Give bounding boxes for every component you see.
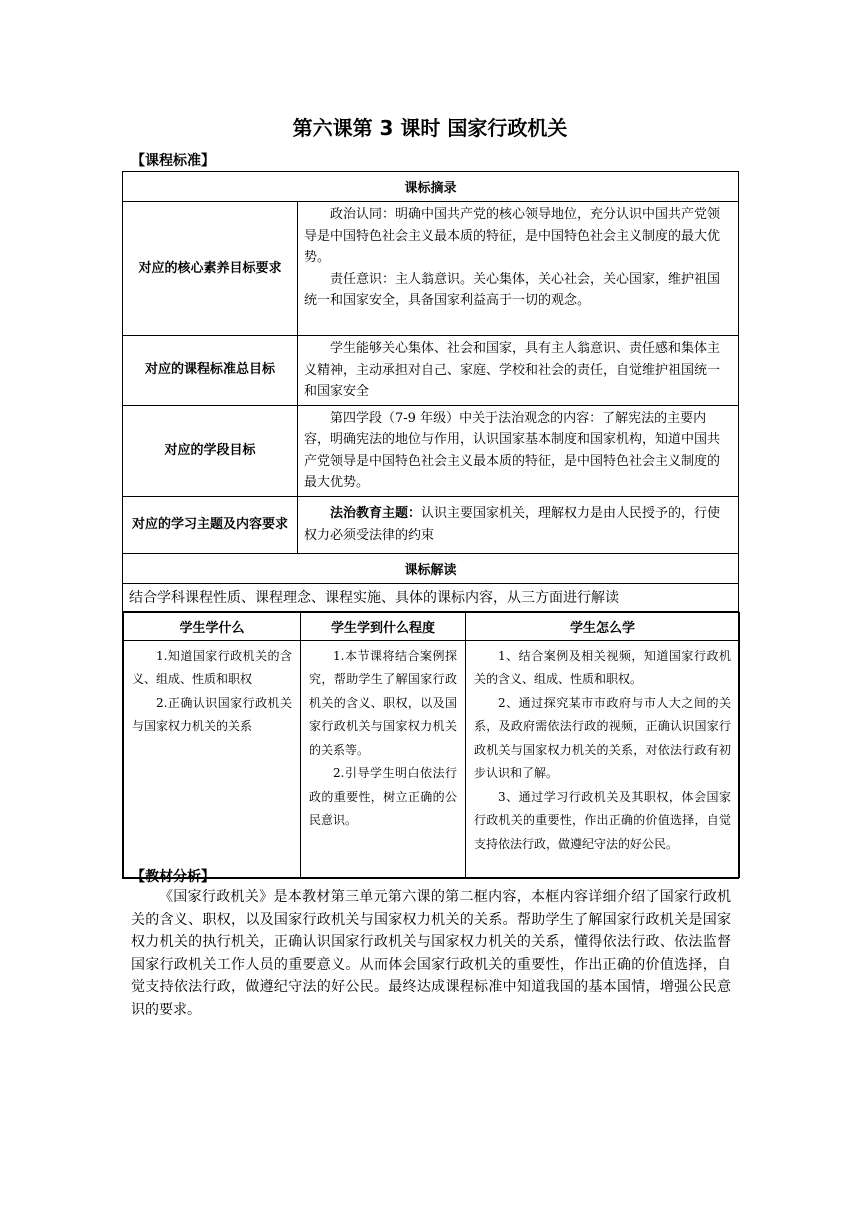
theme-text: 认识主要国家机关，理解权力是由人民授予的，行使权力必须受法律的约束 [304,506,721,543]
three-column-table [123,612,740,878]
row-content-general-goal [298,336,739,406]
section-heading-curriculum-standard: 【课程标准】 [131,153,215,169]
list-item: 1.本节课将结合案例探究，帮助学生了解国家行政机关的含义、职权，以及国家行政机关与国家权力机关的关系等。 [309,648,457,757]
column-content-what [124,640,301,877]
paragraph: 第四学段（7-9 年级）中关于法治观念的内容：了解宪法的主要内容，明确宪法的地位与作用，认识国家基本制度和国家机构，知道中国共产党领导是中国特色社会主义最本质的特征，是中国特色社会主义制度的最大优势。 [304,410,721,490]
list-item: 2.正确认识国家行政机关与国家权力机关的关系 [132,695,292,733]
interpretation-header: 课标解读 [123,553,739,583]
curriculum-standard-table [122,171,739,879]
column-header-what: 学生学什么 [124,612,301,640]
list-item: 1.知道国家行政机关的含义、组成、性质和职权 [132,648,292,686]
analysis-paragraph: 《国家行政机关》是本教材第三单元第六课的第二框内容，本框内容详细介绍了国家行政机关的含义、职权，以及国家行政机关与国家权力机关的关系。帮助学生了解国家行政机关是国家权力机关的执行机关，正确认识国家行政机关与国家权力机关的关系，懂得依法行政、依法监督国家行政机关工作人员的重要意义。从而体会国家行政机关的重要性，作出正确的价值选择，自觉支持依法行政，做遵纪守法的好公民。最终达成课程标准中知道我国的基本国情，增强公民意识的要求。 [131,889,731,1018]
paragraph: 责任意识：主人翁意识。关心集体，关心社会，关心国家，维护祖国统一和国家安全，具备国家利益高于一切的观念。 [304,271,721,308]
list-item: 3、通过学习行政机关及其职权，体会国家行政机关的重要性，作出正确的价值选择，自觉支持依法行政，做遵纪守法的好公民。 [474,789,731,851]
three-column-section [123,611,739,878]
list-item: 1、结合案例及相关视频，知道国家行政机关的含义、组成、性质和职权。 [474,648,731,686]
theme-lead: 法治教育主题： [330,506,422,521]
page-title: 第六课第 3 课时 国家行政机关 [292,116,568,140]
row-label-core-literacy: 对应的核心素养目标要求 [123,202,298,336]
row-label-stage-goal: 对应的学段目标 [123,405,298,496]
textbook-analysis-body [131,886,731,1021]
section-heading-textbook-analysis: 【教材分析】 [131,869,215,885]
row-content-learning-theme [298,496,739,553]
list-item: 2、通过探究某市市政府与市人大之间的关系，及政府需依法行政的视频，正确认识国家行政机关与国家权力机关的关系，对依法行政有初步认识和了解。 [474,695,731,780]
list-item: 2.引导学生明白依法行政的重要性，树立正确的公民意识。 [309,766,457,827]
row-label-general-goal: 对应的课程标准总目标 [123,336,298,406]
row-label-learning-theme: 对应的学习主题及内容要求 [123,496,298,553]
paragraph: 学生能够关心集体、社会和国家，具有主人翁意识、责任感和集体主义精神，主动承担对自己、家庭、学校和社会的责任，自觉维护祖国统一和国家安全 [304,341,721,399]
interpretation-text: 结合学科课程性质、课程理念、课程实施、具体的课标内容，从三方面进行解读 [123,583,739,611]
column-content-degree [301,640,466,877]
paragraph: 政治认同：明确中国共产党的核心领导地位，充分认识中国共产党领导是中国特色社会主义最本质的特征，是中国特色社会主义制度的最大优势。 [304,207,721,265]
row-content-stage-goal [298,405,739,496]
excerpt-header: 课标摘录 [123,172,739,202]
row-content-core-literacy [298,202,739,336]
column-header-degree: 学生学到什么程度 [301,612,466,640]
column-content-how [466,640,740,877]
column-header-how: 学生怎么学 [466,612,740,640]
